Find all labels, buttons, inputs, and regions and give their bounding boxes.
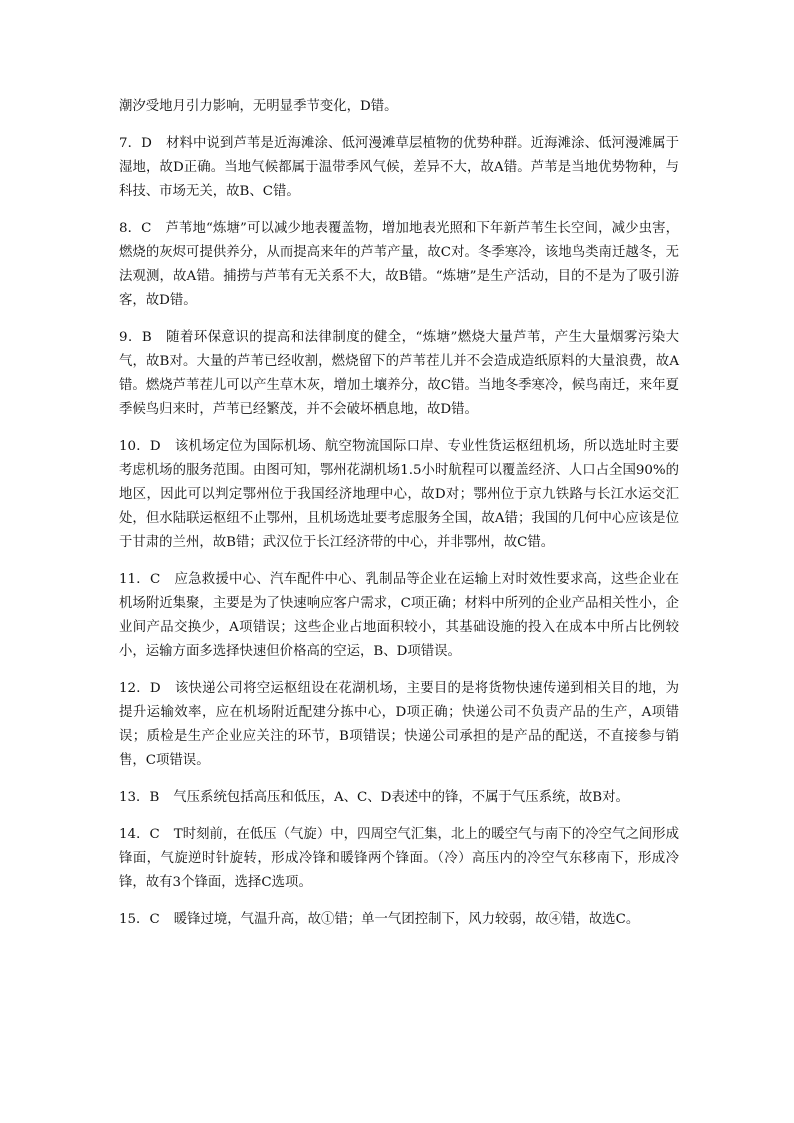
paragraph-q8 xyxy=(119,217,679,313)
question-number: 14． xyxy=(119,827,150,842)
answer-letter: C xyxy=(141,221,152,236)
paragraph-q11 xyxy=(119,568,679,664)
paragraph-q7 xyxy=(119,132,679,204)
answer-letter: C xyxy=(149,827,160,842)
paragraph-q10 xyxy=(119,435,679,555)
question-number: 7． xyxy=(119,136,142,151)
paragraph-q9 xyxy=(119,326,679,422)
para-text: 该机场定位为国际机场、航空物流国际口岸、专业性货运枢纽机场，所以选址时主要考虑机场的服务范围。由图可知，鄂州花湖机场1.5小时航程可以覆盖经济、人口占全国90%的地区，因此可以判定鄂州位于我国经济地理中心，故D对；鄂州位于京九铁路与长江水运交汇处，但水陆联运枢纽不止鄂州，且机场选址要考虑服务全国，故A错；我国的几何中心应该是位于甘肃的兰州，故B错；武汉位于长江经济带的中心，并非鄂州，故C错。 xyxy=(119,439,680,550)
paragraph-6-tail xyxy=(119,95,679,119)
para-text: 该快递公司将空运枢纽设在花湖机场，主要目的是将货物快速传递到相关目的地，为提升运输效率，应在机场附近配建分拣中心，D项正确；快递公司不负责产品的生产，A项错误；质检是生产企业应关注的环节，B项错误；快递公司承担的是产品的配送，不直接参与销售，C项错误。 xyxy=(119,681,680,768)
paragraph-q12 xyxy=(119,677,679,773)
answer-letter: B xyxy=(149,790,160,805)
para-text: 暖锋过境，气温升高，故①错；单一气团控制下，风力较弱，故④错，故选C。 xyxy=(173,912,640,927)
question-number: 11． xyxy=(119,572,150,587)
answer-explanations xyxy=(119,95,679,945)
answer-letter: D xyxy=(141,136,152,151)
question-number: 10． xyxy=(119,439,150,454)
paragraph-q15 xyxy=(119,908,679,932)
para-text: 随着环保意识的提高和法律制度的健全，“炼塘”燃烧大量芦苇，产生大量烟雾污染大气，故B对。大量的芦苇已经收割，燃烧留下的芦苇茬儿并不会造成造纸原料的大量浪费，故A错。燃烧芦苇茬儿可以产生草木灰，增加土壤养分，故C错。当地冬季寒冷，候鸟南迁，来年夏季候鸟归来时，芦苇已经繁茂，并不会破坏栖息地，故D错。 xyxy=(119,330,679,417)
answer-letter: D xyxy=(149,439,161,454)
para-text: 材料中说到芦苇是近海滩涂、低河漫滩草层植物的优势种群。近海滩涂、低河漫滩属于湿地，故D正确。当地气候都属于温带季风气候，差异不大，故A错。芦苇是当地优势物种，与科技、市场无关，故B、C错。 xyxy=(119,136,679,199)
para-text: T时刻前，在低压（气旋）中，四周空气汇集，北上的暖空气与南下的冷空气之间形成锋面，气旋逆时针旋转，形成冷锋和暖锋两个锋面。（冷）高压内的冷空气东移南下，形成冷锋，故有3个锋面，选择C选项。 xyxy=(119,827,679,890)
paragraph-q14 xyxy=(119,823,679,895)
para-text: 气压系统包括高压和低压，A、C、D表述中的锋，不属于气压系统，故B对。 xyxy=(173,790,629,805)
answer-letter: D xyxy=(149,681,161,696)
para-text: 潮汐受地月引力影响，无明显季节变化，D错。 xyxy=(119,99,398,114)
answer-letter: B xyxy=(141,330,152,345)
question-number: 9． xyxy=(119,330,142,345)
paragraph-q13 xyxy=(119,786,679,810)
para-text: 应急救援中心、汽车配件中心、乳制品等企业在运输上对时效性要求高，这些企业在机场附近集聚，主要是为了快速响应客户需求，C项正确；材料中所列的企业产品相关性小，企业间产品交换少，A项错误；这些企业占地面积较小，其基础设施的投入在成本中所占比例较小，运输方面多选择快速但价格高的空运，B、D项错误。 xyxy=(119,572,679,659)
question-number: 12． xyxy=(119,681,150,696)
para-text: 芦苇地“炼塘”可以减少地表覆盖物，增加地表光照和下年新芦苇生长空间，减少虫害，燃烧的灰烬可提供养分，从而提高来年的芦苇产量，故C对。冬季寒冷，该地鸟类南迁越冬，无法观测，故A错。捕捞与芦苇有无关系不大，故B错。“炼塘”是生产活动，目的不是为了吸引游客，故D错。 xyxy=(119,221,679,308)
question-number: 13． xyxy=(119,790,150,805)
answer-letter: C xyxy=(149,912,160,927)
question-number: 8． xyxy=(119,221,142,236)
answer-letter: C xyxy=(149,572,161,587)
question-number: 15． xyxy=(119,912,150,927)
